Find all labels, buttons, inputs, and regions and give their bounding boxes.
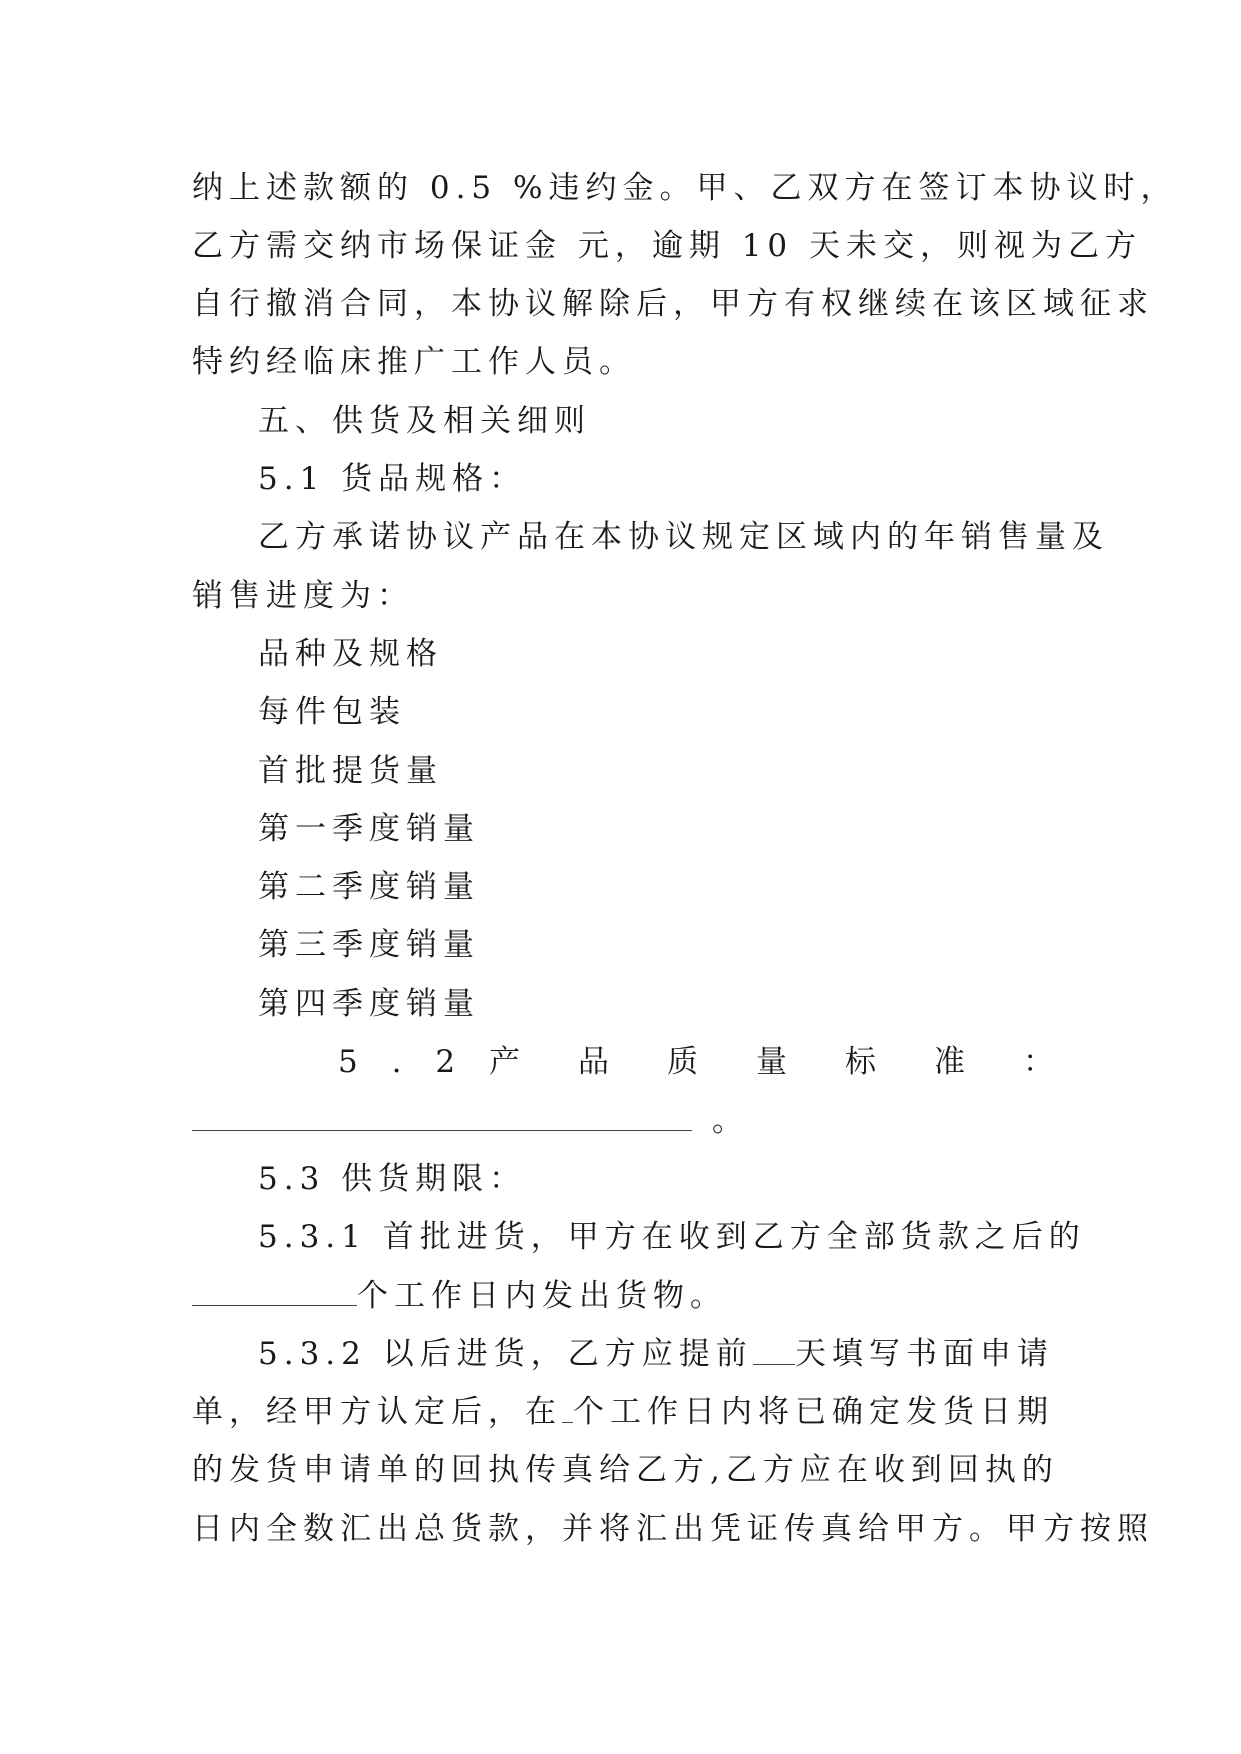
paragraph-line: 乙方承诺协议产品在本协议规定区域内的年销售量及 — [258, 519, 1109, 555]
list-item: 每件包装 — [258, 694, 406, 730]
list-item: 品种及规格 — [258, 636, 443, 672]
quality-standard-blank-line: 。 — [192, 1100, 1054, 1141]
paragraph-line: 特约经临床推广工作人员。 — [192, 344, 636, 380]
paragraph-line: 单，经甲方认定后，在 个工作日内将已确定发货日期 — [192, 1394, 1054, 1430]
subsection-heading: 5.1 货品规格： — [258, 461, 527, 497]
paragraph-line: 销售进度为： — [192, 578, 414, 614]
fill-blank[interactable] — [192, 1100, 692, 1131]
quality-standard-heading: 5 . 2 产 品 质 量 标 准 ： — [338, 1044, 1054, 1080]
section-heading: 五、供货及相关细则 — [258, 403, 591, 439]
paragraph-line: 日内全数汇出总货款，并将汇出凭证传真给甲方。甲方按照 — [192, 1511, 1154, 1547]
paragraph-line: 的发货申请单的回执传真给乙方,乙方应在收到回执的 — [192, 1452, 1059, 1488]
paragraph-line: 自行撤消合同，本协议解除后，甲方有权继续在该区域征求 — [192, 286, 1154, 322]
paragraph-line: 5.3.1 首批进货，甲方在收到乙方全部货款之后的 — [258, 1219, 1086, 1255]
list-item: 第四季度销量 — [258, 986, 480, 1022]
subsection-heading: 5.3 供货期限： — [258, 1161, 527, 1197]
fill-blank[interactable] — [562, 1392, 573, 1423]
paragraph-line: 纳上述款额的 0.5 %违约金。甲、乙双方在签订本协议时， — [192, 170, 1178, 206]
paragraph-line: 乙方需交纳市场保证金 元，逾期 10 天未交，则视为乙方 — [192, 228, 1143, 264]
fill-blank[interactable] — [192, 1275, 357, 1306]
fill-blank[interactable] — [753, 1334, 795, 1365]
list-item: 第三季度销量 — [258, 927, 480, 963]
paragraph-line: 5.3.2 以后进货，乙方应提前 天填写书面申请 — [258, 1336, 1054, 1372]
list-item: 第一季度销量 — [258, 811, 480, 847]
paragraph-line: 个工作日内发出货物。 — [192, 1275, 1054, 1316]
list-item: 第二季度销量 — [258, 869, 480, 905]
list-item: 首批提货量 — [258, 753, 443, 789]
